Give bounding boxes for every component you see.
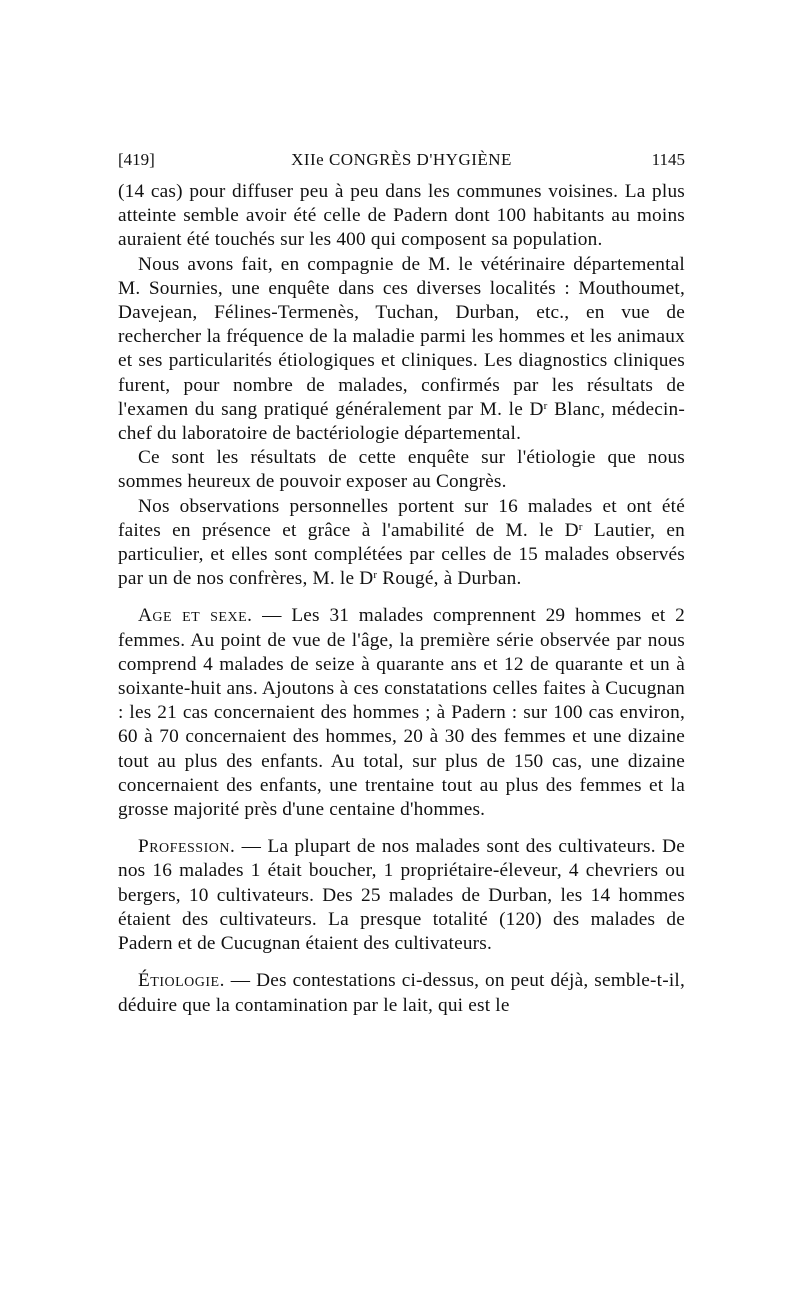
paragraph-2-superscript: r	[543, 399, 548, 412]
paragraph-1: (14 cas) pour diffuser peu à peu dans les communes voisines. La plus atteinte semble avoir été celle de Padern dont 100 habitants au moins auraient été touchés sur les 400 qui composent sa population.	[118, 181, 685, 251]
paragraph-4-text-a: Nos observations personnelles portent sur 16 malades et ont été faites en présence et grâce à l'amabilité de M. le D	[118, 495, 685, 541]
paragraph-2-text-b: Blanc, médecin-chef du laboratoire de bactériologie départemental.	[118, 398, 685, 445]
section-heading-profession: Profession.	[138, 836, 236, 858]
section-text-profession: — La plupart de nos malades sont des cultivateurs. De nos 16 malades 1 était boucher, 1 propriétaire-éleveur, 4 chevriers ou bergers, 10 cultivateurs. Des 25 malades de Durban, les 14 hommes étaient des cultivateurs. La presque totalité (120) des malades de Padern et de Cucugnan étaient des cultivateurs.	[118, 836, 685, 955]
paragraph-4-text-b: Lautier, en particulier, et elles sont complétées par celles de 15 malades observés par un de nos confrères, M. le D	[118, 519, 685, 590]
section-text-age-sexe: — Les 31 malades comprennent 29 hommes et 2 femmes. Au point de vue de l'âge, la première série observée par nous comprend 4 malades de seize à quarante ans et 12 de quarante et un à soixante-huit ans. Ajoutons à ces constatations celles faites à Cucugnan : les 21 cas concernaient des hommes ; à Padern : sur 100 cas environ, 60 à 70 concernaient des hommes, 20 à 30 des femmes et une dizaine tout au plus des enfants. Au total, sur plus de 150 cas, une dizaine concernaient des enfants, une trentaine tout au plus des femmes et la grosse majorité près d'une centaine d'hommes.	[118, 605, 685, 821]
header-title: XIIe CONGRÈS D'HYGIÈNE	[291, 150, 512, 169]
paragraph-4-superscript-1: r	[578, 520, 583, 533]
section-text-etiologie: — Des contestations ci-dessus, on peut déjà, semble-t-il, déduire que la contamination par le lait, qui est le	[118, 970, 685, 1016]
section-age-sexe	[118, 604, 685, 822]
section-profession	[118, 835, 685, 956]
paragraph-4-text-c: Rougé, à Durban.	[377, 568, 522, 590]
paragraph-2	[118, 253, 685, 447]
body-text	[118, 180, 685, 1018]
section-etiologie	[118, 969, 685, 1017]
paragraph-4-superscript-2: r	[373, 569, 378, 582]
running-header	[118, 150, 685, 174]
section-heading-age-sexe: Age et sexe.	[138, 605, 253, 627]
paragraph-3: Ce sont les résultats de cette enquête sur l'étiologie que nous sommes heureux de pouvoir exposer au Congrès.	[118, 447, 685, 493]
header-page-number: 1145	[651, 150, 685, 169]
paragraph-4	[118, 495, 685, 592]
paragraph-2-text-a: Nous avons fait, en compagnie de M. le vétérinaire départemental M. Sournies, une enquête dans ces diverses localités : Mouthoumet, Davejean, Félines-Termenès, Tuchan, Durban, etc., en vue de rechercher la fréquence de la maladie parmi les hommes et les animaux et ses particularités étiologiques et cliniques. Les diagnostics cliniques furent, pour nombre de malades, confirmés par les résultats de l'examen du sang pratiqué généralement par M. le D	[118, 253, 685, 420]
header-left-page-ref: [419]	[118, 150, 155, 169]
section-heading-etiologie: Étiologie.	[138, 970, 225, 992]
